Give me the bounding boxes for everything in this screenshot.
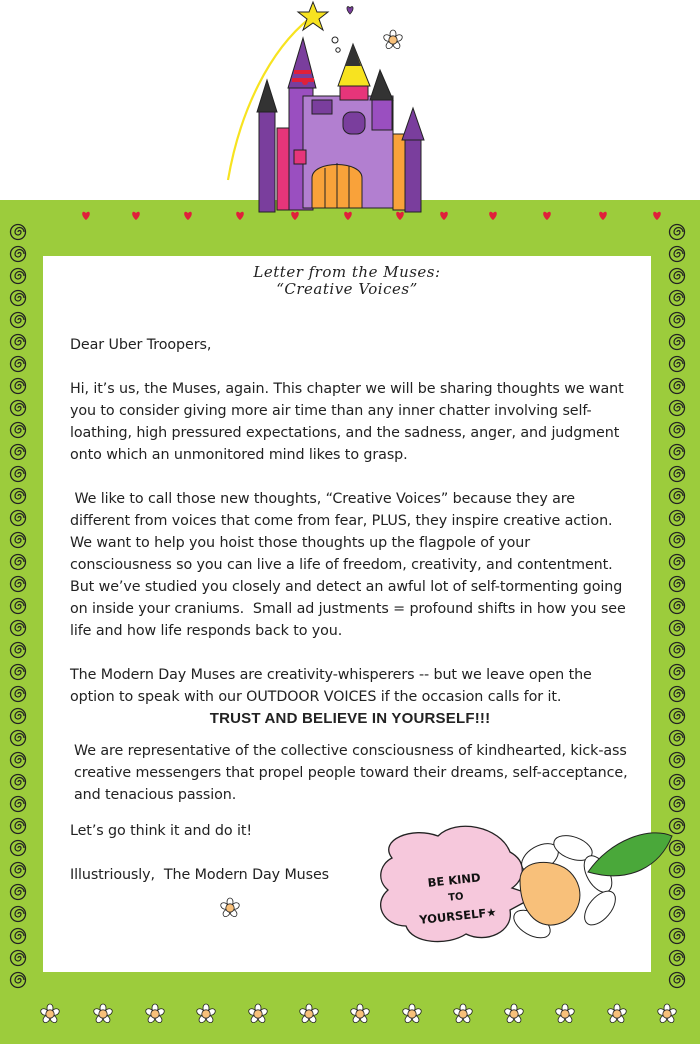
castle-illustration bbox=[228, 2, 424, 212]
title-line-1: Letter from the Muses: bbox=[253, 263, 441, 281]
paragraph-4: We are representative of the collective consciousness of kindhearted, kick-ass creative messengers that propel people toward their dreams, self-acceptance, and tenacious passion. bbox=[74, 743, 628, 803]
closing-line: Let’s go think it and do it! bbox=[70, 823, 252, 839]
letter bbox=[43, 256, 651, 972]
trust-believe-heading: TRUST AND BELIEVE IN YOURSELF!!! bbox=[209, 710, 491, 727]
letter-title bbox=[43, 264, 651, 298]
signature: Illustriously, The Modern Day Muses bbox=[70, 867, 330, 883]
bubble-text bbox=[403, 865, 508, 931]
paragraph-3: The Modern Day Muses are creativity-whisperers -- but we leave open the option to speak with our OUTDOOR VOICES if the occasion calls for it. bbox=[70, 667, 592, 705]
paragraph-1: Hi, it’s us, the Muses, again. This chapter we will be sharing thoughts we want you to consider giving more air time than any inner chatter involving self-loathing, high pressured expectations, and the sadness, anger, and judgment onto which an unmonitored mind likes to grasp. bbox=[70, 381, 624, 463]
bubble-line-3: YOURSELF★ bbox=[418, 904, 498, 927]
bubble-line-2: TO bbox=[447, 891, 465, 904]
title-line-2: “Creative Voices” bbox=[276, 280, 418, 298]
paragraph-2: We like to call those new thoughts, “Creative Voices” because they are different from voices that come from fear, PLUS, they inspire creative action. We want to help you hoist those thoughts up the flagpole of your consciousness so you can live a life of freedom, creativity, and contentment. But we’ve studied you closely and detect an awful lot of self-tormenting going on inside your craniums. Small ad justments = profound shifts in how you see life and how life responds back to you. bbox=[70, 491, 631, 639]
salutation: Dear Uber Troopers, bbox=[70, 337, 212, 353]
bubble-line-1: BE KIND bbox=[427, 870, 482, 890]
